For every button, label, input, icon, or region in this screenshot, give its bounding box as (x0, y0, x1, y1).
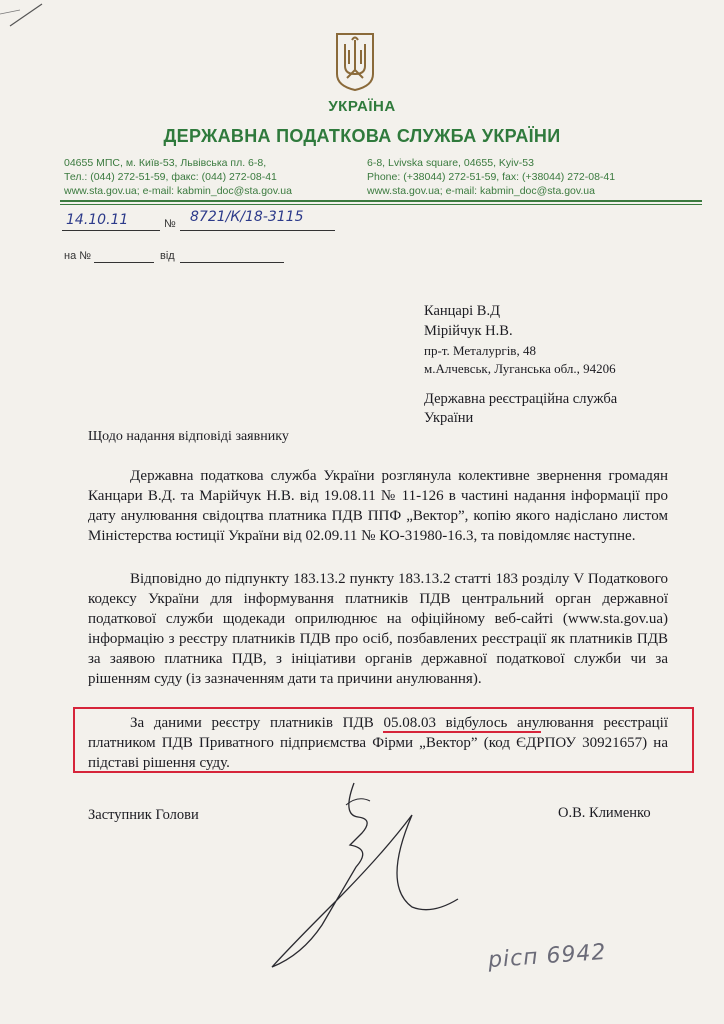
trident-emblem-icon (333, 30, 377, 92)
recipient-agency-line1: Державна реєстраційна служба (424, 391, 618, 407)
number-label: № (164, 218, 176, 230)
address-line: 04655 МПС, м. Київ-53, Львівська пл. 6-8, (64, 157, 267, 169)
incoming-date-label: від (160, 250, 175, 262)
country-heading: УКРАЇНА (328, 98, 396, 115)
paragraph-3-before: За даними реєстру платників ПДВ (130, 715, 384, 731)
incoming-date-underline (180, 261, 284, 263)
header-divider-thin (60, 204, 702, 205)
highlight-box (73, 707, 694, 773)
corner-mark (0, 0, 60, 30)
address-line: 6-8, Lvivska square, 04655, Kyiv-53 (367, 157, 534, 169)
registration-stamp: рісп 6942 (487, 939, 608, 974)
recipient-agency-line2: України (424, 410, 474, 426)
web-email-line: www.sta.gov.ua; e-mail: kabmin_doc@sta.gov.ua (367, 185, 595, 197)
recipient-name-1: Канцарі В.Д (424, 303, 500, 319)
outgoing-date: 14.10.11 (66, 212, 129, 228)
header-divider (60, 200, 702, 202)
service-heading: ДЕРЖАВНА ПОДАТКОВА СЛУЖБА УКРАЇНИ (163, 126, 561, 146)
phone-line: Phone: (+38044) 272-51-59, fax: (+38044) 272-08-41 (367, 171, 616, 183)
date-red-underline (383, 731, 541, 733)
date-underline (62, 229, 160, 231)
recipient-street: пр-т. Металургів, 48 (424, 343, 536, 358)
address-block-english (367, 156, 687, 198)
incoming-number-underline (94, 261, 154, 263)
paragraph-2: Відповідно до підпункту 183.13.2 пункту 183.13.2 статті 183 розділу V Податкового кодексу України для інформування платників ПДВ центральний орган державної податкової служби щодекади оприлюднює на офіційному веб-сайті (www.sta.gov.ua) інформацію з реєстру платників ПДВ про осіб, позбавлених реєстрації як платників ПДВ за заявою платника ПДВ, з ініціативи органів державної податкової служби чи за рішенням суду (із зазначенням дати та причини анулювання). (88, 571, 668, 687)
web-email-line: www.sta.gov.ua; e-mail: kabmin_doc@sta.gov.ua (64, 185, 292, 197)
signatory-title: Заступник Голови (88, 807, 199, 823)
address-block-ukrainian (64, 156, 364, 198)
signatory-name: О.В. Клименко (558, 805, 651, 821)
cancellation-date: 05.08.03 (383, 715, 436, 731)
outgoing-number: 8721/К/18-3115 (190, 209, 304, 225)
paragraph-3-after: відбулось анулювання реєстрації платником ПДВ Приватного підприємства Фірми „Вектор” (код ЄДРПОУ 30921657) на підставі рішення суду. (88, 715, 668, 771)
handwritten-signature (262, 775, 462, 975)
recipient-name-2: Мірійчук Н.В. (424, 323, 513, 339)
number-underline (180, 229, 335, 231)
paragraph-1: Державна податкова служба України розглянула колективне звернення громадян Канцари В.Д. та Марійчук Н.В. від 19.08.11 № 11-126 в частині надання інформації про дату анулювання свідоцтва платника ПДВ ППФ „Вектор”, копію якого надіслано листом Міністерства юстиції України від 02.09.11 № КО-31980-16.3, та повідомляє наступне. (88, 468, 668, 544)
recipient-city: м.Алчевськ, Луганська обл., 94206 (424, 361, 616, 376)
subject-line: Щодо надання відповіді заявнику (88, 429, 289, 444)
incoming-number-label: на № (64, 250, 92, 262)
phone-line: Тел.: (044) 272-51-59, факс: (044) 272-08-41 (64, 171, 277, 183)
